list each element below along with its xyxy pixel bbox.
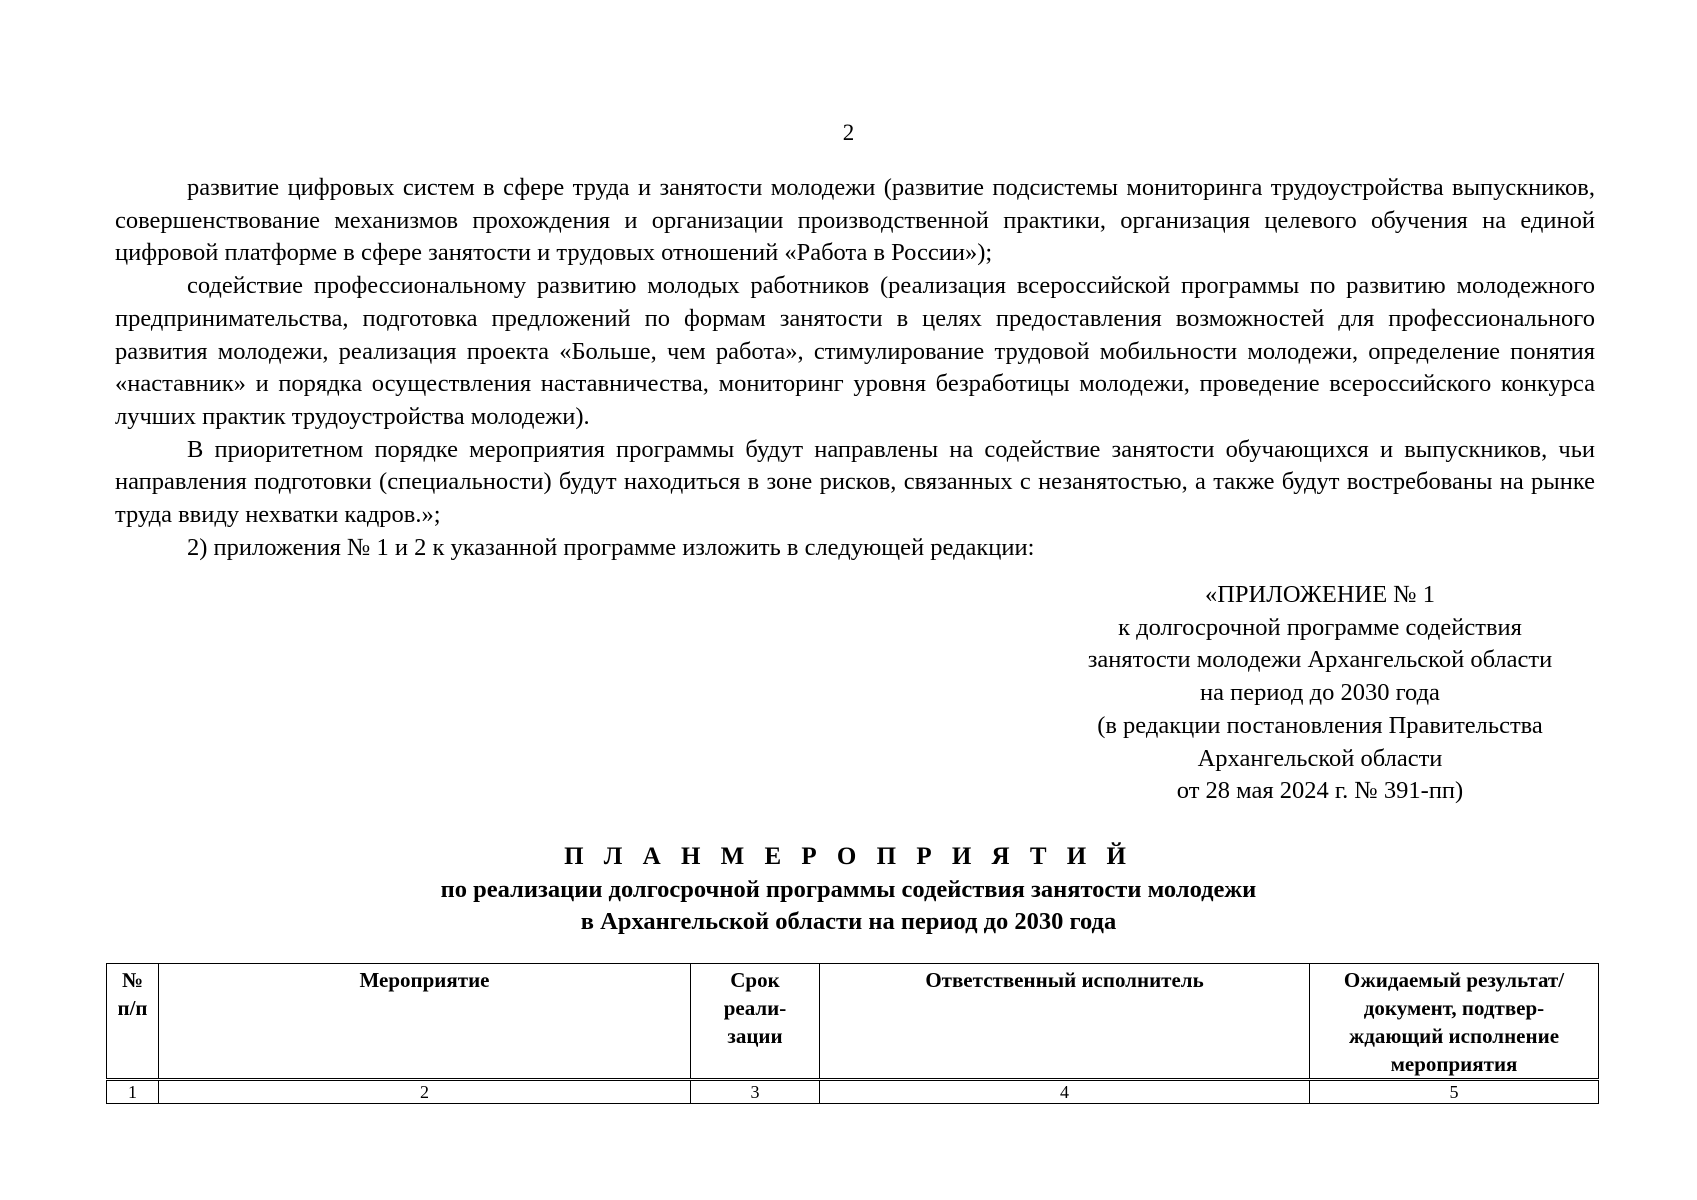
appendix-line: занятости молодежи Архангельской области xyxy=(1087,646,1553,674)
table-cell: 4 xyxy=(820,1080,1310,1104)
column-header-activity: Мероприятие xyxy=(159,964,691,1080)
table-cell: 1 xyxy=(107,1080,159,1104)
body-text xyxy=(115,172,1595,564)
appendix-line: на период до 2030 года xyxy=(1200,679,1440,707)
appendix-line: к долгосрочной программе содействия xyxy=(1118,613,1522,641)
paragraph: развитие цифровых систем в сфере труда и занятости молодежи (развитие подсистемы мониторинга трудоустройства выпускников, совершенствование механизмов прохождения и организации производственной практики, организация целевого обучения на единой цифровой платформе в сфере занятости и трудовых отношений «Работа в России»); xyxy=(115,174,1595,267)
table-cell: 2 xyxy=(159,1080,691,1104)
column-header-term: Срок реали- зации xyxy=(691,964,820,1080)
plan-title-block xyxy=(0,841,1697,939)
paragraph: В приоритетном порядке мероприятия программы будут направлены на содействие занятости обучающихся и выпускников, чьи направления подготовки (специальности) будут находиться в зоне рисков, связанных с незанятостью, а также будут востребованы на рынке труда ввиду нехватки кадров.»; xyxy=(115,435,1595,529)
plan-subtitle: по реализации долгосрочной программы содействия занятости молодежи xyxy=(440,875,1257,903)
paragraph: 2) приложения № 1 и 2 к указанной программе изложить в следующей редакции: xyxy=(187,533,1035,561)
appendix-line: «ПРИЛОЖЕНИЕ № 1 xyxy=(1204,581,1436,608)
table-cell: 3 xyxy=(691,1080,820,1104)
table-row xyxy=(107,1080,1599,1104)
appendix-line: от 28 мая 2024 г. № 391-пп) xyxy=(1176,777,1464,805)
column-header-executor: Ответственный исполнитель xyxy=(820,964,1310,1080)
table-cell: 5 xyxy=(1310,1080,1599,1104)
paragraph: содействие профессиональному развитию молодых работников (реализация всероссийской программы по развитию молодежного предпринимательства, подготовка предложений по формам занятости в целях предоставления возможностей для профессионального развития молодежи, реализация проекта «Больше, чем работа», стимулирование трудовой мобильности молодежи, определение понятия «наставник» и порядка осуществления наставничества, мониторинг уровня безработицы молодежи, проведение всероссийского конкурса лучших практик трудоустройства молодежи). xyxy=(115,272,1595,430)
appendix-line: Архангельской области xyxy=(1197,744,1443,772)
column-header-number: № п/п xyxy=(107,964,159,1080)
column-header-result: Ожидаемый результат/ документ, подтвер- ждающий исполнение мероприятия xyxy=(1310,964,1599,1080)
plan-title: П Л А Н М Е Р О П Р И Я Т И Й xyxy=(564,843,1133,870)
appendix-line: (в редакции постановления Правительства xyxy=(1097,711,1543,739)
appendix-heading xyxy=(1040,579,1600,808)
page-number: 2 xyxy=(842,120,855,145)
table-header-row xyxy=(107,964,1599,1080)
plan-subtitle: в Архангельской области на период до 2030 года xyxy=(580,908,1117,936)
plan-table xyxy=(106,963,1599,1104)
